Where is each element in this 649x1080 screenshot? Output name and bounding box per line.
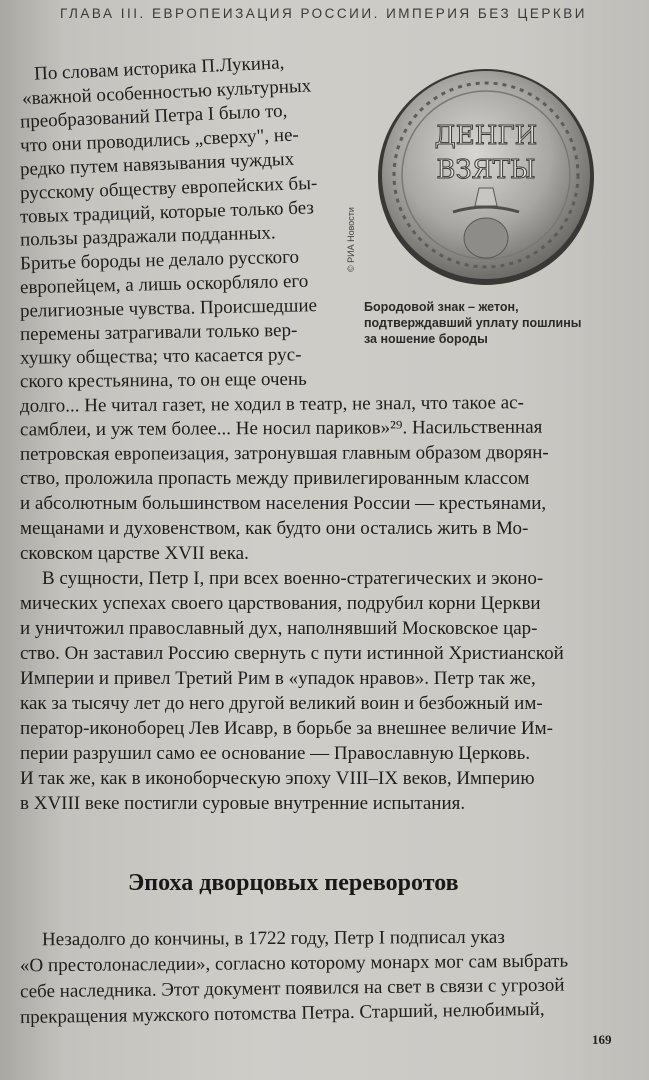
text-line: Незадолго до кончины, в 1722 году, Петр I подписал указ bbox=[41, 926, 505, 951]
section-heading: Эпоха дворцовых переворотов bbox=[128, 870, 459, 896]
text-line: в XVIII веке постигли суровые внутренние испытания. bbox=[20, 793, 466, 814]
text-line: что они проводились „сверху", не- bbox=[19, 124, 300, 157]
text-line: и уничтожил православный дух, наполнявший Московское цар- bbox=[20, 618, 538, 639]
figure-caption-line: за ношение бороды bbox=[364, 332, 488, 346]
text-line: И так же, как в иконоборческую эпоху VIII–IX веков, Империю bbox=[20, 768, 535, 789]
text-line: редко путем навязывания чуждых bbox=[19, 148, 295, 181]
text-line: долго... Не читал газет, не ходил в театр, не знал, что такое ас- bbox=[19, 392, 524, 417]
text-line: самблеи, и уж тем более... Не носил париков»²⁹. Насильственная bbox=[19, 416, 543, 441]
text-line: перемены затрагивали только вер- bbox=[19, 319, 298, 346]
text-line: Империи и привел Третий Рим в «упадок нравов». Петр так же, bbox=[20, 668, 536, 689]
text-line: религиозные чувства. Происшедшие bbox=[19, 295, 318, 322]
text-line: прекращения мужского потомства Петра. Старший, нелюбимый, bbox=[19, 998, 545, 1029]
text-line: и абсолютным большинством населения России — крестьянами, bbox=[20, 493, 547, 514]
text-line: Бритье бороды не делало русского bbox=[19, 246, 300, 275]
photo-credit: © РИА Новости bbox=[346, 207, 356, 272]
text-line: В сущности, Петр I, при всех военно-стратегических и эконо- bbox=[42, 568, 544, 589]
text-line: ператор-иконоборец Лев Исавр, в борьбе за внешнее величие Им- bbox=[20, 718, 553, 739]
text-line: хушку общества; что касается рус- bbox=[19, 344, 302, 369]
text-line: «О престолонаследии», согласно которому монарх мог сам выбрать bbox=[19, 950, 569, 977]
coin-inscription-top: ДЕНГИ bbox=[434, 121, 538, 151]
figure-caption-line: подтверждавший уплату пошлины bbox=[364, 316, 582, 330]
text-line: ского крестьянина, то он еще очень bbox=[19, 368, 307, 393]
text-line: товых традиций, которые только без bbox=[19, 197, 315, 228]
figure-caption-line: Бородовой знак – жетон, bbox=[364, 300, 519, 314]
text-line: как за тысячу лет до него другой великий воин и безбожный им- bbox=[20, 693, 543, 714]
coin-beard-relief bbox=[464, 218, 508, 258]
text-line: «важной особенностью культурных bbox=[21, 75, 312, 110]
text-line: перии разрушил само ее основание — Православную Церковь. bbox=[20, 743, 531, 764]
page-number: 169 bbox=[592, 1032, 612, 1047]
text-line: По словам историка П.Лукина, bbox=[33, 52, 285, 85]
text-line: сковском царстве XVII века. bbox=[20, 543, 249, 564]
text-line: себе наследника. Этот документ появился на свет в связи с угрозой bbox=[19, 974, 565, 1003]
text-line: мещанами и духовенством, как будто они остались жить в Мо- bbox=[20, 518, 529, 539]
text-line: преобразований Петра I было то, bbox=[19, 100, 288, 133]
text-line: ство, проложила пропасть между привилегированным классом bbox=[20, 468, 530, 489]
text-line: ство. Он заставил Россию свернуть с пути истинной Христианской bbox=[20, 643, 564, 664]
text-line: европейцем, а лишь оскорбляло его bbox=[19, 270, 309, 299]
beard-token-coin-image bbox=[375, 66, 597, 288]
running-header: ГЛАВА III. ЕВРОПЕИЗАЦИЯ РОССИИ. ИМПЕРИЯ БЕЗ ЦЕРКВИ bbox=[60, 6, 587, 21]
text-line: петровская европеизация, затронувшая главным образом дворян- bbox=[19, 442, 549, 465]
text-line: пользы раздражали подданных. bbox=[19, 222, 276, 251]
coin-inscription-bottom: ВЗЯТЫ bbox=[436, 155, 536, 185]
coin-nose-relief bbox=[475, 188, 497, 206]
text-line: мических успехах своего царствования, подрубил корни Церкви bbox=[20, 593, 541, 614]
text-line: русскому обществу европейских бы- bbox=[19, 172, 318, 205]
